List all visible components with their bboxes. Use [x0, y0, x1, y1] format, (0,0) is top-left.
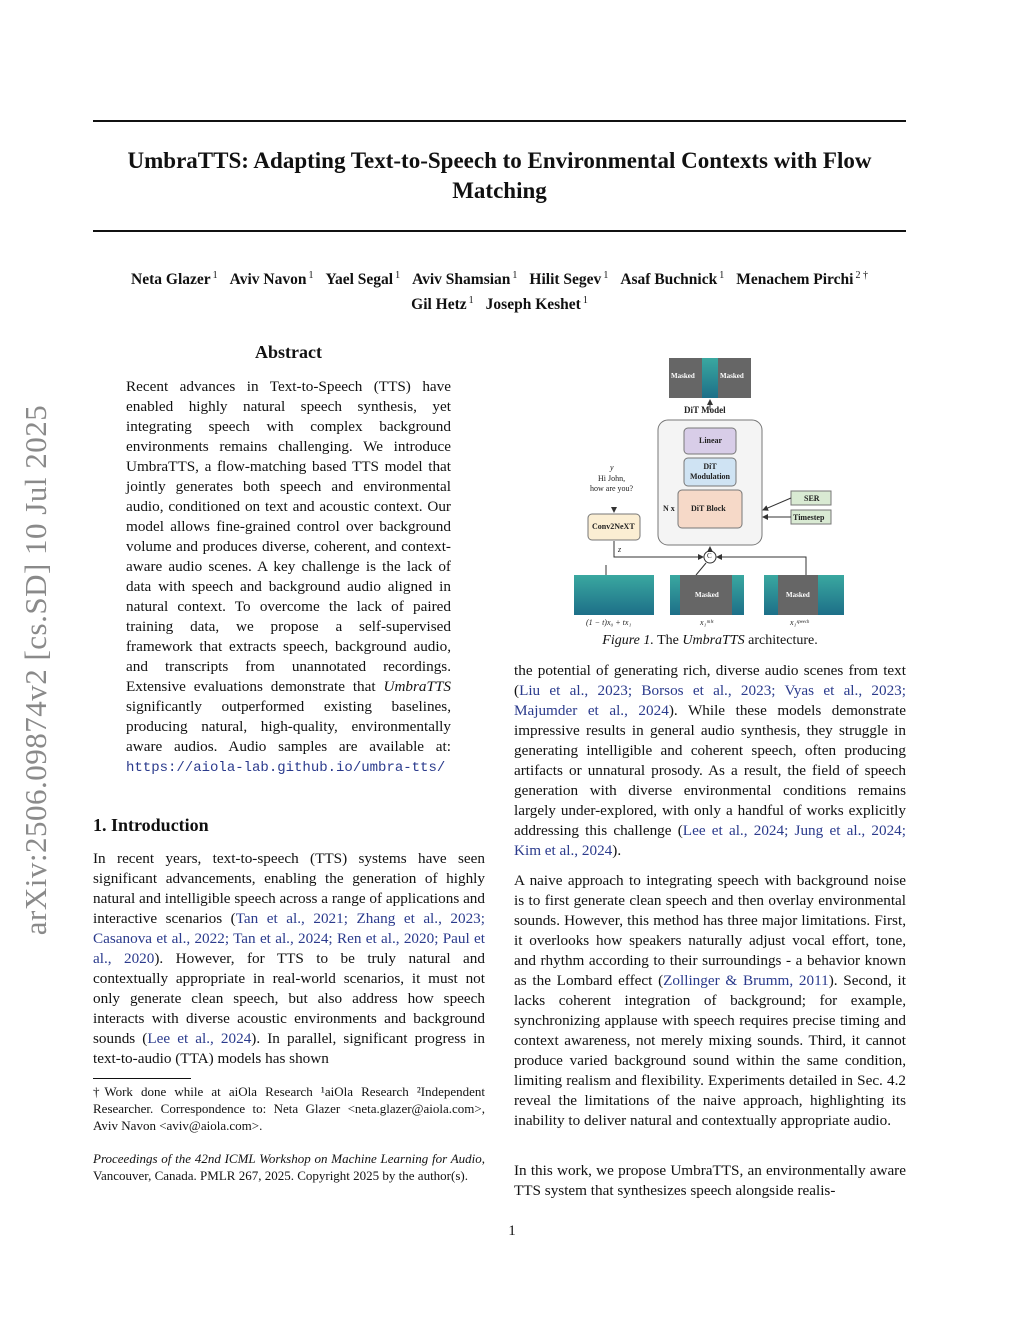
- author-affiliation-mark: 1: [212, 270, 218, 281]
- abstract-model-name: UmbraTTS: [383, 678, 452, 695]
- text-input-line1: Hi John,: [598, 474, 626, 483]
- abstract-url-link[interactable]: https://aiola-lab.github.io/umbra-tts/: [126, 760, 446, 776]
- noisy-input-label: (1 − t)x₀ + tx₁: [586, 618, 632, 627]
- right-p1-text-a: the potential of generating rich, diverse audio scenes from text (: [514, 662, 906, 699]
- right-paragraph-1: [514, 661, 906, 861]
- proceedings-rest: , Vancouver, Canada. PMLR 267, 2025. Copyright 2025 by the author(s).: [93, 1151, 485, 1183]
- author-name: Yael Segal $^1$: [325, 270, 401, 289]
- intro-heading: 1. Introduction: [93, 815, 209, 835]
- intro-citation-2[interactable]: Lee et al., 2024: [147, 1030, 252, 1047]
- architecture-figure: [566, 350, 856, 628]
- author-name: Neta Glazer $^1$: [131, 270, 218, 289]
- timestep-label: Timestep: [793, 513, 825, 522]
- intro-text-c: ). In parallel, significant progress in text-to-audio (TTA) models has shown: [93, 1030, 485, 1067]
- author-affiliation-mark: 1: [512, 270, 518, 281]
- author-list: [93, 265, 906, 315]
- proceedings-note: [93, 1150, 485, 1184]
- right-p2-citation[interactable]: Zollinger & Brumm, 2011: [663, 972, 829, 989]
- right-paragraph-2: [514, 871, 906, 1131]
- author-affiliation-mark: 1: [719, 270, 725, 281]
- dit-modulation-label: DiT Modulation: [689, 462, 730, 481]
- speech-input-label: x₁ˢᵖᵉᵉᶜʰ: [790, 618, 809, 627]
- title-bottom-rule: [93, 230, 906, 232]
- author-name: Joseph Keshet $^1$: [485, 295, 588, 314]
- speech-spectrogram-right: [818, 575, 844, 615]
- ser-label: SER: [804, 494, 820, 503]
- author-affiliation-mark: 1: [468, 295, 474, 307]
- author-affiliation-mark: 1: [395, 270, 401, 281]
- right-p1-text-b: ). While these models demonstrate impressive results in general audio synthesis, they struggle in generating intelligible and coherent speech, often producing artifacts or unnatural prosody. As a result, the field of speech generation with diverse environmental conditions remains largely under-explored, with only a handful of works explicitly addressing this challenge (: [514, 702, 906, 839]
- author-name: Hilit Segev $^1$: [529, 270, 609, 289]
- noisy-input-spectrogram: [574, 575, 654, 615]
- author-name: Menachem Pirchi $^{2 \dagger}$: [736, 270, 868, 289]
- output-masked-label-right: Masked: [720, 372, 744, 380]
- conv2next-label: Conv2NeXT: [592, 522, 635, 531]
- concat-label: C: [707, 552, 712, 560]
- speech-spectrogram-left: [764, 575, 778, 615]
- author-name: Asaf Buchnick $^1$: [620, 270, 725, 289]
- mixed-masked-label: Masked: [695, 591, 719, 599]
- author-name: Aviv Shamsian $^1$: [412, 270, 518, 289]
- text-input-line2: how are you?: [590, 484, 634, 493]
- dit-block-label: DiT Block: [691, 504, 726, 513]
- figure-caption: [514, 633, 906, 649]
- output-masked-label-left: Masked: [671, 372, 695, 380]
- figure-caption-prefix: Figure 1.: [602, 633, 654, 648]
- figure-caption-model: UmbraTTS: [682, 633, 745, 648]
- z-label: z: [618, 545, 622, 554]
- arxiv-sidebar: [8, 380, 64, 960]
- author-affiliation-mark: 1: [582, 295, 588, 307]
- top-rule: [93, 120, 906, 122]
- abstract-part-1: Recent advances in Text-to-Speech (TTS) have enabled highly natural speech synthesis, yet integrating speech with complex background environments remains challenging. We introduce UmbraTTS, a flow-matching based TTS model that jointly generates both speech and environmental audio, conditioned on text and acoustic context. Our model allows fine-grained control over background volume and produces diverse, coherent, and context-aware audio scenes. A key challenge is the lack of data with speech and background audio aligned in natural context. To overcome the lack of paired training data, we propose a self-supervised framework that extracts speech, background audio, and transcripts from unannotated recordings. Extensive evaluations demonstrate that: [126, 378, 451, 695]
- abstract-part-2: significantly outperformed existing baselines, producing natural, high-quality, environmentally aware audios. Audio samples are available at:: [126, 698, 451, 755]
- right-p2-text-a: A naive approach to integrating speech with background noise is to first generate clean speech and then overlay environmental sounds. However, this method has three major limitations. First, it overlooks how speakers naturally adjust vocal effort, tone, and rhythm according to their surroundings - a behavior known as the Lombard effect (: [514, 872, 906, 989]
- author-name: Gil Hetz $^1$: [411, 295, 474, 314]
- intro-text-a: In recent years, text-to-speech (TTS) systems have seen significant advancements, enabling the generation of highly natural and intelligible speech across a range of applications and interactive scenarios (: [93, 850, 485, 927]
- intro-paragraph: [93, 849, 485, 1069]
- right-p2-text-b: ). Second, it lacks coherent integration of background; for example, synchronizing applause with speech requires precise timing and context awareness, not merely mixing sounds. Third, it cannot produce varied background sound within the same condition, limiting realism and flexibility. Experiments detailed in Sec. 4.2 reveal the limitations of the naive approach, highlighting its inability to deliver natural and contextually appropriate audio.: [514, 972, 906, 1129]
- right-p1-citation-1[interactable]: Liu et al., 2023; Borsos et al., 2023; Vyas et al., 2023; Majumder et al., 2024: [514, 682, 906, 719]
- abstract-text: [126, 377, 451, 778]
- mixed-input-label: x₁ᵐⁱˣ: [700, 618, 714, 627]
- intro-citation-1[interactable]: Tan et al., 2021; Zhang et al., 2023; Casanova et al., 2022; Tan et al., 2024; Ren et al., 2020; Paul et al., 2020: [93, 910, 485, 967]
- figure-caption-mid: The: [653, 633, 683, 648]
- author-affiliation-mark: 1: [603, 270, 609, 281]
- author-row-2: [93, 290, 906, 315]
- right-p1-text-c: ).: [612, 842, 622, 859]
- proceedings-venue: Proceedings of the 42nd ICML Workshop on Machine Learning for Audio: [93, 1151, 482, 1166]
- arxiv-identifier: arXiv:2506.09874v2 [cs.SD] 10 Jul 2025: [18, 404, 53, 936]
- author-name: Aviv Navon $^1$: [229, 270, 314, 289]
- footnote-affiliations: †Work done while at aiOla Research ¹aiOla Research ²Independent Researcher. Correspondence to: Neta Glazer <neta.glazer@aiola.com>, Aviv Navon <aviv@aiola.com>.: [93, 1084, 485, 1133]
- nx-label: N x: [663, 504, 675, 513]
- figure-caption-suffix: architecture.: [744, 633, 818, 648]
- output-spectrogram: [702, 358, 718, 398]
- speech-masked-label: Masked: [786, 591, 810, 599]
- mixed-spectrogram-right: [732, 575, 744, 615]
- linear-label: Linear: [699, 436, 723, 445]
- page-number: 1: [508, 1223, 516, 1239]
- author-affiliation-mark: 1: [308, 270, 314, 281]
- mixed-spectrogram-left: [670, 575, 680, 615]
- author-row-1: [93, 265, 906, 290]
- dit-model-label: DiT Model: [684, 405, 726, 415]
- paper-title: UmbraTTS: Adapting Text-to-Speech to Environmental Contexts with Flow Matching: [127, 148, 872, 203]
- abstract-heading: Abstract: [255, 342, 322, 362]
- right-p1-citation-2[interactable]: Lee et al., 2024; Jung et al., 2024; Kim et al., 2024: [514, 822, 906, 859]
- footnote-rule: [93, 1078, 191, 1079]
- text-input-y: y: [610, 463, 614, 472]
- intro-text-b: ). However, for TTS to be truly natural and contextually appropriate in real-world scenarios, it must not only generate clean speech, but also address how speech interacts with diverse acoustic environments and background sounds (: [93, 950, 485, 1047]
- author-affiliation-mark: 2 †: [855, 270, 868, 281]
- right-paragraph-3: In this work, we propose UmbraTTS, an environmentally aware TTS system that synthesizes speech alongside realis-: [514, 1162, 906, 1199]
